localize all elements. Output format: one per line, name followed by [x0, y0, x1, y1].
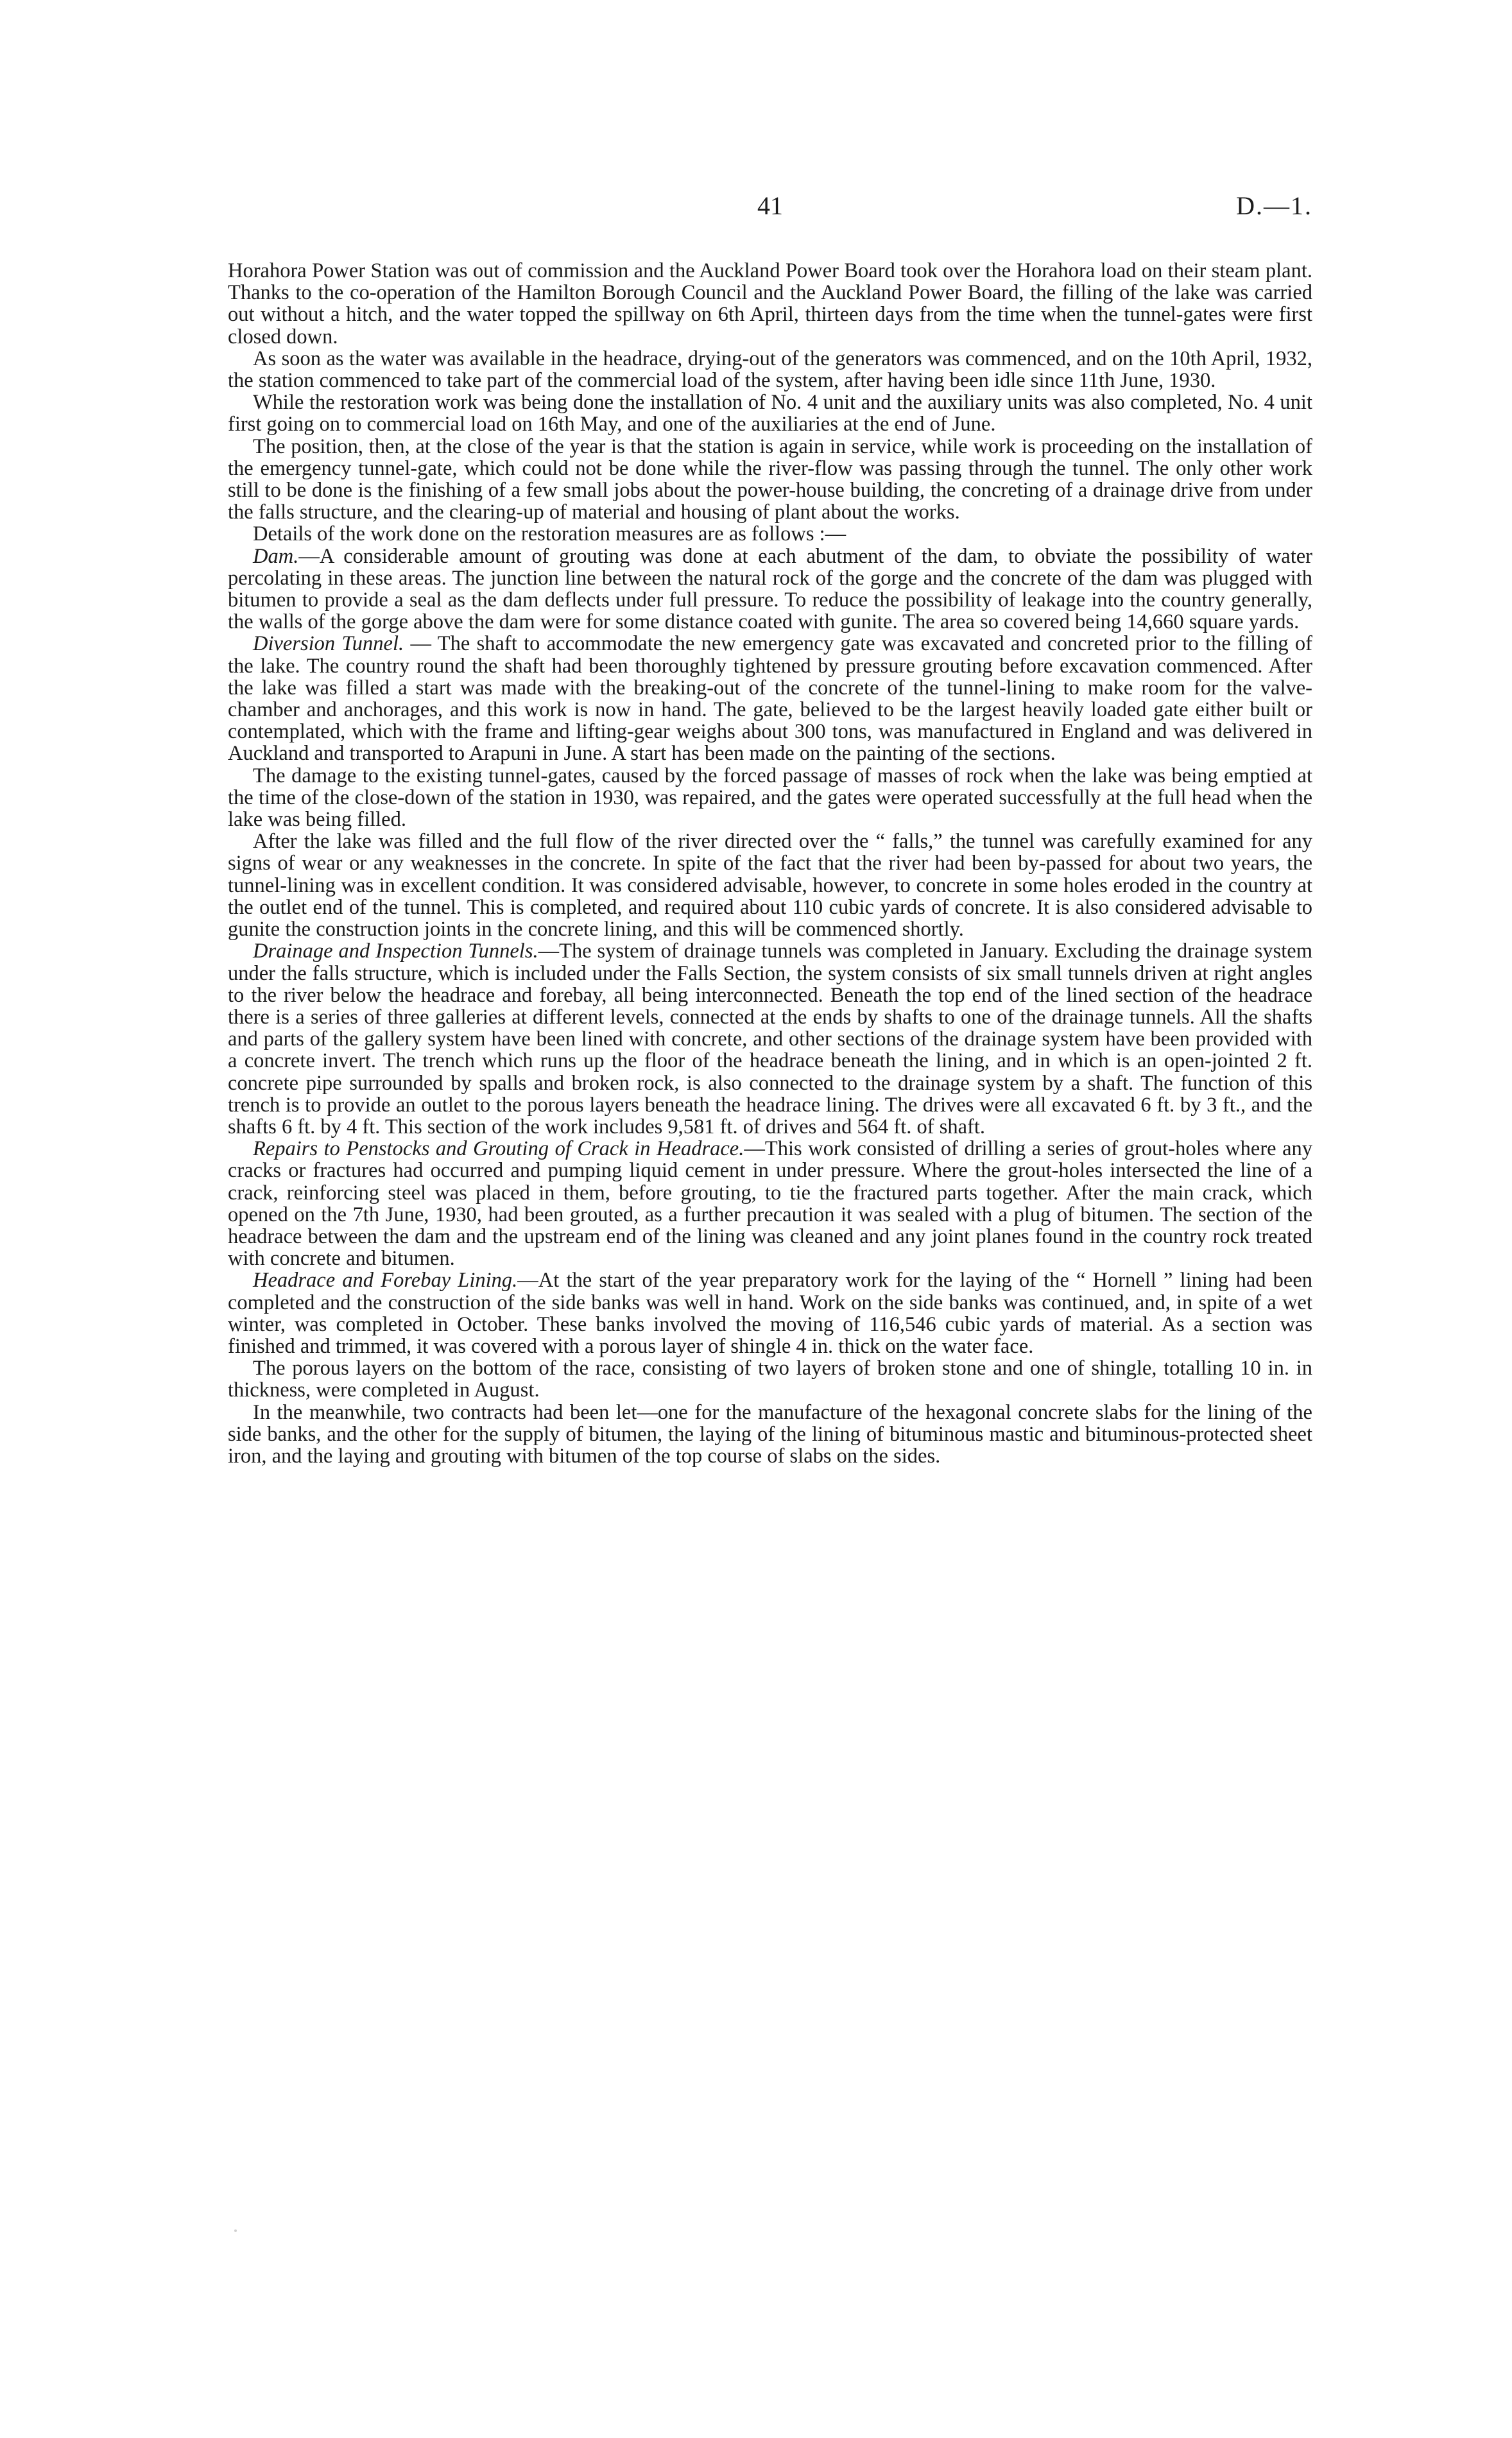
paragraph-text: Horahora Power Station was out of commission and the Auckland Power Board took over the Horahora load on their steam plant. Thanks to the co-operation of the Hamilton Borough Council and the Auckland Power Board, the filling of the lake was carried out without a hitch, and the water topped the spillway on 6th April, thirteen days from the time when the tunnel-gates were first closed down. [228, 259, 1312, 348]
paragraph-details-intro [228, 523, 1312, 545]
paragraph-text: —This work consisted of drilling a series of grout-holes where any cracks or fractures had occurred and pumping liquid cement in under pressure. Where the grout-holes intersected the line of a crack, reinforcing steel was placed in them, before grouting, to tie the fractured parts together. After the main crack, which opened on the 7th June, 1930, had been grouted, as a further precaution it was sealed with a plug of bitumen. The section of the headrace between the dam and the upstream end of the lining was cleaned and any joint planes found in the country rock treated with concrete and bitumen. [228, 1137, 1313, 1271]
section-penstock-repairs [228, 1138, 1312, 1269]
section-dam [228, 545, 1312, 633]
paragraph-horahora-load [228, 260, 1312, 348]
paragraph-porous-layers [228, 1357, 1312, 1401]
paragraph-text: The damage to the existing tunnel-gates, caused by the forced passage of masses of rock when the lake was being emptied at the time of the close-down of the station in 1930, was repaired, and the gates were operated successfully at the full head when the lake was being filled. [228, 764, 1312, 832]
section-heading: Dam. [253, 544, 299, 568]
paragraph-contracts [228, 1402, 1312, 1468]
section-heading: Diversion Tunnel. [253, 632, 404, 656]
paragraph-position [228, 436, 1312, 524]
paragraph-tunnel-examination [228, 830, 1312, 940]
section-headrace-lining [228, 1269, 1312, 1357]
page-header [228, 190, 1312, 222]
paragraph-text: While the restoration work was being done the installation of No. 4 unit and the auxiliary units was also completed, No. 4 unit first going on to commercial load on 16th May, and one of the auxiliaries at the end of June. [228, 391, 1312, 436]
section-heading: Drainage and Inspection Tunnels. [253, 940, 538, 963]
paragraph-tunnel-gates [228, 765, 1312, 831]
section-diversion-tunnel [228, 633, 1312, 764]
paragraph-text: In the meanwhile, two contracts had been let—one for the manufacture of the hexagonal concrete slabs for the lining of the side banks, and the other for the supply of bitumen, the laying of the lining of bituminous mastic and bituminous-protected sheet iron, and the laying and grouting with bitumen of the top course of slabs on the sides. [228, 1400, 1312, 1468]
paper-speck [234, 2229, 237, 2232]
paragraph-text: The position, then, at the close of the year is that the station is again in service, while work is proceeding on the installation of the emergency tunnel-gate, which could not be done while the river-flow was passing through the tunnel. The only other work still to be done is the finishing of a few small jobs about the power-house building, the concreting of a drainage drive from under the falls structure, and the clearing-up of material and housing of plant about the works. [228, 434, 1312, 524]
page-number: 41 [757, 191, 783, 220]
paragraph-text: As soon as the water was available in the headrace, drying-out of the generators was commenced, and on the 10th April, 1932, the station commenced to take part of the commercial load of the system, after having been idle since 11th June, 1930. [228, 347, 1312, 393]
paragraph-text: —The system of drainage tunnels was completed in January. Excluding the drainage system under the falls structure, which is included under the Falls Section, the system consists of six small tunnels driven at right angles to the river below the headrace and forebay, all being interconnected. Beneath the top end of the lined section of the headrace there is a series of three galleries at different levels, connected at the ends by shafts to one of the drainage tunnels. All the shafts and parts of the gallery system have been lined with concrete, and other sections of the drainage system have been provided with a concrete invert. The trench which runs up the floor of the headrace beneath the lining, and in which is an open-jointed 2 ft. concrete pipe surrounded by spalls and broken rock, is also connected to the drainage system by a shaft. The function of this trench is to provide an outlet to the porous layers beneath the headrace lining. The drives were all excavated 6 ft. by 3 ft., and the shafts 6 ft. by 4 ft. This section of the work includes 9,581 ft. of drives and 564 ft. of shaft. [228, 940, 1313, 1138]
document-code: D.—1. [1236, 191, 1312, 220]
body-text [228, 260, 1312, 1467]
paragraph-text: Details of the work done on the restoration measures are as follows :— [253, 522, 846, 546]
paragraph-text: —At the start of the year preparatory work for the laying of the “ Hornell ” lining had been completed and the construction of the side banks was well in hand. Work on the side banks was continued, and, in spite of a wet winter, was completed in October. These banks involved the moving of 116,546 cubic yards of material. As a section was finished and trimmed, it was covered with a porous layer of shingle 4 in. thick on the water face. [228, 1269, 1313, 1358]
section-heading: Headrace and Forebay Lining. [253, 1269, 518, 1292]
paragraph-drying-out [228, 348, 1312, 391]
section-drainage-tunnels [228, 940, 1312, 1138]
paragraph-text: —A considerable amount of grouting was done at each abutment of the dam, to obviate the possibility of water percolating in these areas. The junction line between the natural rock of the gorge and the concrete of the dam was plugged with bitumen to provide a seal as the dam deflects under full pressure. To reduce the possibility of leakage into the country generally, the walls of the gorge above the dam were for some distance coated with gunite. The area so covered being 14,660 square yards. [228, 544, 1312, 634]
paragraph-text: After the lake was filled and the full flow of the river directed over the “ falls,” the tunnel was carefully examined for any signs of wear or any weaknesses in the concrete. In spite of the fact that the river had been by-passed for about two years, the tunnel-lining was in excellent condition. It was considered advisable, however, to concrete in some holes eroded in the country at the outlet end of the tunnel. This is completed, and required about 110 cubic yards of concrete. It is also considered advisable to gunite the construction joints in the concrete lining, and this will be commenced shortly. [228, 830, 1312, 941]
paragraph-text: The porous layers on the bottom of the race, consisting of two layers of broken stone and one of shingle, totalling 10 in. in thickness, were completed in August. [228, 1357, 1312, 1402]
section-heading: Repairs to Penstocks and Grouting of Crack in Headrace. [253, 1137, 744, 1161]
paragraph-text: — The shaft to accommodate the new emergency gate was excavated and concreted prior to the filling of the lake. The country round the shaft had been thoroughly tightened by pressure grouting before excavation commenced. After the lake was filled a start was made with the breaking-out of the concrete of the tunnel-lining to make room for the valve-chamber and anchorages, and this work is now in hand. The gate, believed to be the largest heavily loaded gate either built or contemplated, which with the frame and lifting-gear weighs about 300 tons, was manufactured in England and was delivered in Auckland and transported to Arapuni in June. A start has been made on the painting of the sections. [228, 632, 1312, 766]
paragraph-unit-installation [228, 391, 1312, 435]
